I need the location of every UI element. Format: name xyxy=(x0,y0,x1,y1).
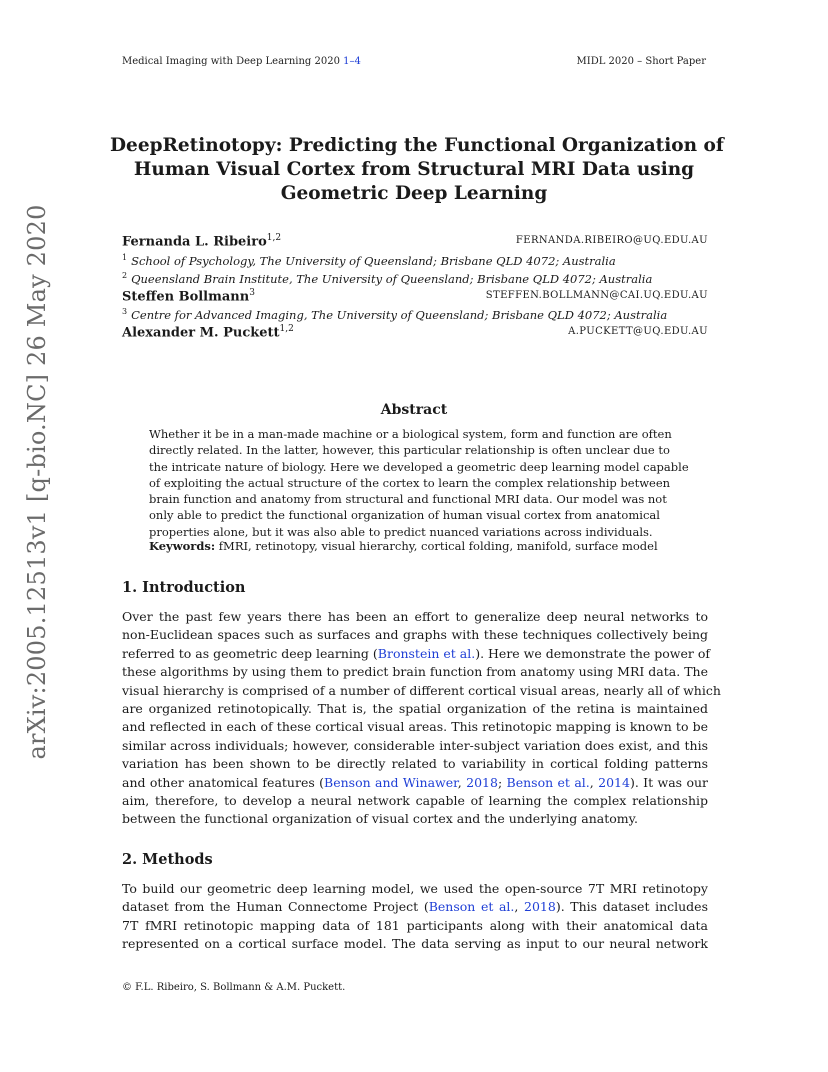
citation-year-link[interactable]: 2018 xyxy=(466,774,498,790)
author-name: Alexander M. Puckett$^{1,2}$ xyxy=(122,324,294,341)
abstract-line: of exploiting the actual structure of the cortex to learn the complex relationship between xyxy=(149,475,671,490)
author-row xyxy=(122,233,708,251)
affiliation: $^2$ Queensland Brain Institute, The University of Queensland; Brisbane QLD 4072; Australia xyxy=(122,271,653,286)
author-email[interactable]: STEFFEN.BOLLMANN@CAI.UQ.EDU.AU xyxy=(485,290,708,301)
abstract-line: directly related. In the latter, however, this particular relationship is often unclear due to xyxy=(149,443,670,458)
text-line: and reflected in each of these cortical visual areas. This retinotopic mapping is known to be xyxy=(122,719,708,735)
abstract-line: the intricate nature of biology. Here we developed a geometric deep learning model capable xyxy=(149,459,689,474)
methods-paragraph xyxy=(122,880,708,954)
title-line: Human Visual Cortex from Structural MRI Data using xyxy=(133,159,695,180)
paper-title xyxy=(110,134,724,206)
abstract-line: properties alone, but it was also able to predict nuanced variations across individuals. xyxy=(149,524,653,539)
affiliation: $^3$ Centre for Advanced Imaging, The University of Queensland; Brisbane QLD 4072; Australia xyxy=(122,307,668,322)
venue-text: Medical Imaging with Deep Learning 2020 xyxy=(122,56,340,67)
author-row xyxy=(122,324,708,342)
running-header-right: MIDL 2020 – Short Paper xyxy=(576,56,706,67)
text-line: aim, therefore, to develop a neural network capable of learning the complex relationship xyxy=(122,792,708,808)
citation-link[interactable]: Benson et al. xyxy=(506,774,590,790)
author-email[interactable]: FERNANDA.RIBEIRO@UQ.EDU.AU xyxy=(515,235,708,246)
page-range-link[interactable]: 1–4 xyxy=(343,56,361,67)
text-line: dataset from the Human Connectome Project (Benson et al., 2018). This dataset includes xyxy=(122,899,708,915)
keywords xyxy=(149,539,658,553)
title-line: Geometric Deep Learning xyxy=(280,183,548,204)
text-line: To build our geometric deep learning model, we used the open-source 7T MRI retinotopy xyxy=(122,881,708,896)
citation-year-link[interactable]: 2014 xyxy=(598,774,630,790)
keywords-label: Keywords: xyxy=(149,539,216,553)
text-line: referred to as geometric deep learning (Bronstein et al.). Here we demonstrate the power of xyxy=(122,645,710,661)
citation-link[interactable]: Bronstein et al. xyxy=(377,645,476,661)
text-line: variation has been shown to be directly related to variability in cortical folding patterns xyxy=(122,756,708,772)
abstract-body xyxy=(149,426,689,540)
author-affil-sup: 1,2 xyxy=(266,233,282,243)
citation-link[interactable]: Benson et al. xyxy=(428,899,515,915)
text-line: between the functional organization of visual cortex and the underlying anatomy. xyxy=(122,811,638,827)
abstract-line: Whether it be in a man-made machine or a biological system, form and function are often xyxy=(149,427,672,441)
text-line: visual hierarchy is comprised of a number of different cortical visual areas, nearly all of which xyxy=(122,682,721,698)
affiliation: $^1$ School of Psychology, The University of Queensland; Brisbane QLD 4072; Australia xyxy=(122,253,616,268)
text-line: represented on a cortical surface model. The data serving as input to our neural network xyxy=(122,936,708,952)
text-line: Over the past few years there has been an effort to generalize deep neural networks to xyxy=(122,609,708,624)
author-row xyxy=(122,288,708,306)
running-header-left xyxy=(122,56,361,67)
abstract-line: brain function and anatomy from structural and functional MRI data. Our model was not xyxy=(149,492,667,507)
text-line: non-Euclidean spaces such as surfaces and graphs with these techniques collectively being xyxy=(122,627,708,643)
introduction-paragraph xyxy=(122,608,721,829)
author-affil-sup: 1,2 xyxy=(279,324,294,334)
title-line: DeepRetinotopy: Predicting the Functional Organization of xyxy=(110,135,724,156)
citation-link[interactable]: Benson and Winawer xyxy=(324,774,458,790)
arxiv-stamp xyxy=(7,204,67,760)
author-affil-sup: 3 xyxy=(249,288,255,298)
section-heading-introduction: 1. Introduction xyxy=(122,579,246,596)
copyright-footer: © F.L. Ribeiro, S. Bollmann & A.M. Puckett. xyxy=(122,982,346,993)
text-line: 7T fMRI retinotopic mapping data of 181 participants along with their anatomical data xyxy=(122,917,708,933)
abstract-line: only able to predict the functional organization of human visual cortex from anatomical xyxy=(149,508,660,523)
section-heading-methods: 2. Methods xyxy=(122,851,213,868)
author-name: Fernanda L. Ribeiro$^{1,2}$ xyxy=(122,233,282,250)
text-line: and other anatomical features (Benson and Winawer, 2018; Benson et al., 2014). It was our xyxy=(122,774,709,790)
abstract-heading: Abstract xyxy=(380,402,448,418)
author-email[interactable]: A.PUCKETT@UQ.EDU.AU xyxy=(568,326,708,337)
text-line: these algorithms by using them to predict brain function from anatomy using MRI data. The xyxy=(122,664,708,680)
author-name: Steffen Bollmann$^3$ xyxy=(122,288,255,305)
arxiv-stamp-text: arXiv:2005.12513v1 [q-bio.NC] 26 May 2020 xyxy=(23,204,51,760)
text-line: are organized retinotopically. That is, the spatial organization of the retina is maintained xyxy=(122,700,708,716)
text-line: similar across individuals; however, considerable inter-subject variation does exist, and this xyxy=(122,737,708,753)
citation-year-link[interactable]: 2018 xyxy=(524,899,556,915)
keywords-list: fMRI, retinotopy, visual hierarchy, cortical folding, manifold, surface model xyxy=(218,539,658,553)
